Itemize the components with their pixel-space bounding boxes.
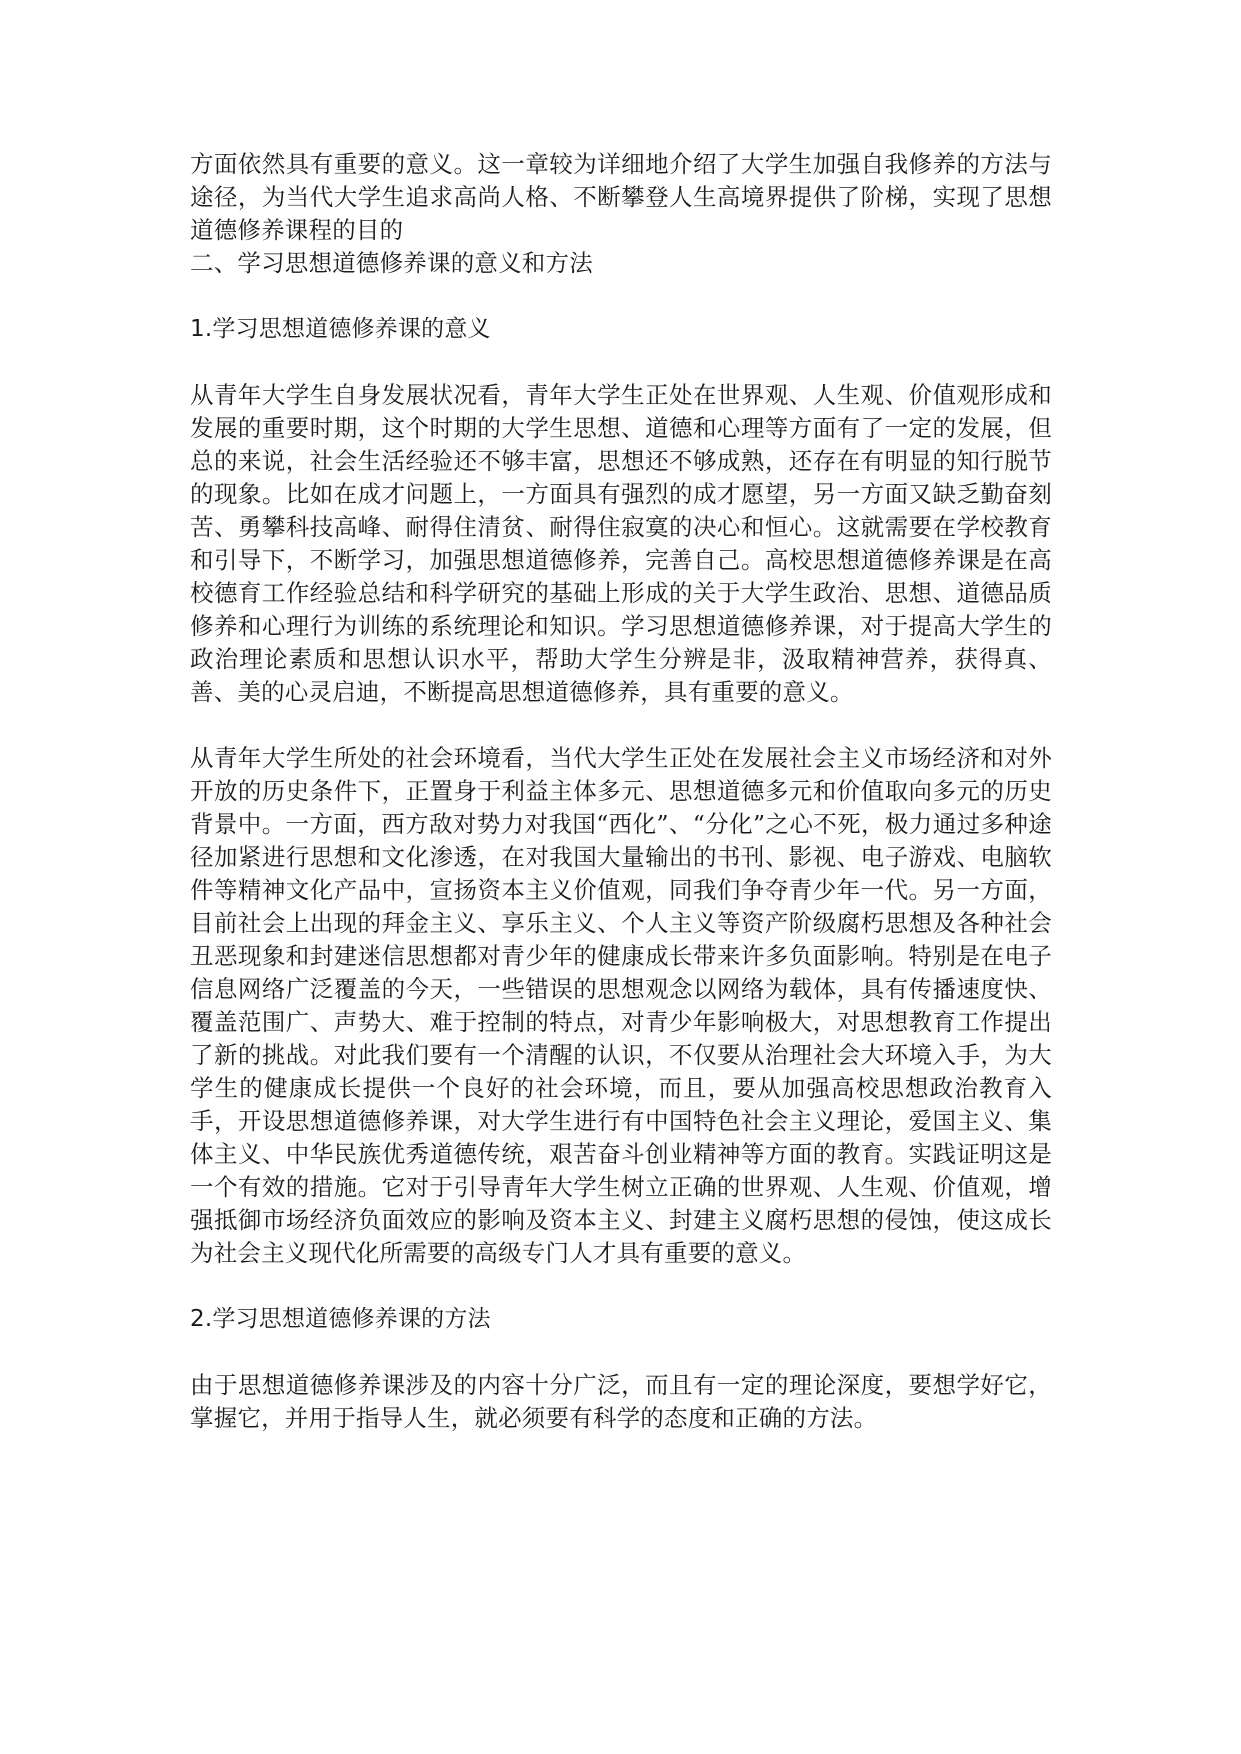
subsection-2-heading: 2.学习思想道德修养课的方法 [190, 1306, 491, 1332]
spacer [190, 280, 1052, 313]
spacer [190, 1270, 1052, 1303]
subsection-1-paragraph-1: 从青年大学生自身发展状况看，青年大学生正处在世界观、人生观、价值观形成和发展的重要时期，这个时期的大学生思想、道德和心理等方面有了一定的发展，但总的来说，社会生活经验还不够丰富，思想还不够成熟，还存在有明显的知行脱节的现象。比如在成才问题上，一方面具有强烈的成才愿望，另一方面又缺乏勤奋刻苦、勇攀科技高峰、耐得住清贫、耐得住寂寞的决心和恒心。这就需要在学校教育和引导下，不断学习，加强思想道德修养，完善自己。高校思想道德修养课是在高校德育工作经验总结和科学研究的基础上形成的关于大学生政治、思想、道德品质修养和心理行为训练的系统理论和知识。学习思想道德修养课，对于提高大学生的政治理论素质和思想认识水平，帮助大学生分辨是非，汲取精神营养，获得真、善、美的心灵启迪，不断提高思想道德修养，具有重要的意义。 [190, 381, 1052, 706]
intro-paragraph: 方面依然具有重要的意义。这一章较为详细地介绍了大学生加强自我修养的方法与途径，为当代大学生追求高尚人格、不断攀登人生高境界提供了阶梯，实现了思想道德修养课程的目的 [190, 150, 1052, 244]
subsection-1-heading: 1.学习思想道德修养课的意义 [190, 316, 491, 342]
subsection-1-paragraph-2: 从青年大学生所处的社会环境看，当代大学生正处在发展社会主义市场经济和对外开放的历史条件下，正置身于利益主体多元、思想道德多元和价值取向多元的历史背景中。一方面，西方敌对势力对我国“西化”、“分化”之心不死，极力通过多种途径加紧进行思想和文化渗透，在对我国大量输出的书刊、影视、电子游戏、电脑软件等精神文化产品中，宣扬资本主义价值观，同我们争夺青少年一代。另一方面，目前社会上出现的拜金主义、享乐主义、个人主义等资产阶级腐朽思想及各种社会丑恶现象和封建迷信思想都对青少年的健康成长带来许多负面影响。特别是在电子信息网络广泛覆盖的今天，一些错误的思想观念以网络为载体，具有传播速度快、覆盖范围广、声势大、难于控制的特点，对青少年影响极大，对思想教育工作提出了新的挑战。对此我们要有一个清醒的认识，不仅要从治理社会大环境入手，为大学生的健康成长提供一个良好的社会环境，而且，要从加强高校思想政治教育入手，开设思想道德修养课，对大学生进行有中国特色社会主义理论，爱国主义、集体主义、中华民族优秀道德传统，艰苦奋斗创业精神等方面的教育。实践证明这是一个有效的措施。它对于引导青年大学生树立正确的世界观、人生观、价值观，增强抵御市场经济负面效应的影响及资本主义、封建主义腐朽思想的侵蚀，使这成长为社会主义现代化所需要的高级专门人才具有重要的意义。 [190, 744, 1052, 1267]
section-heading: 二、学习思想道德修养课的意义和方法 [190, 249, 593, 277]
spacer [190, 709, 1052, 742]
spacer [190, 1336, 1052, 1369]
document-page [190, 148, 1052, 1435]
subsection-2-paragraph-1: 由于思想道德修养课涉及的内容十分广泛，而且有一定的理论深度，要想学好它，掌握它，并用于指导人生，就必须要有科学的态度和正确的方法。 [190, 1371, 1052, 1432]
spacer [190, 346, 1052, 379]
